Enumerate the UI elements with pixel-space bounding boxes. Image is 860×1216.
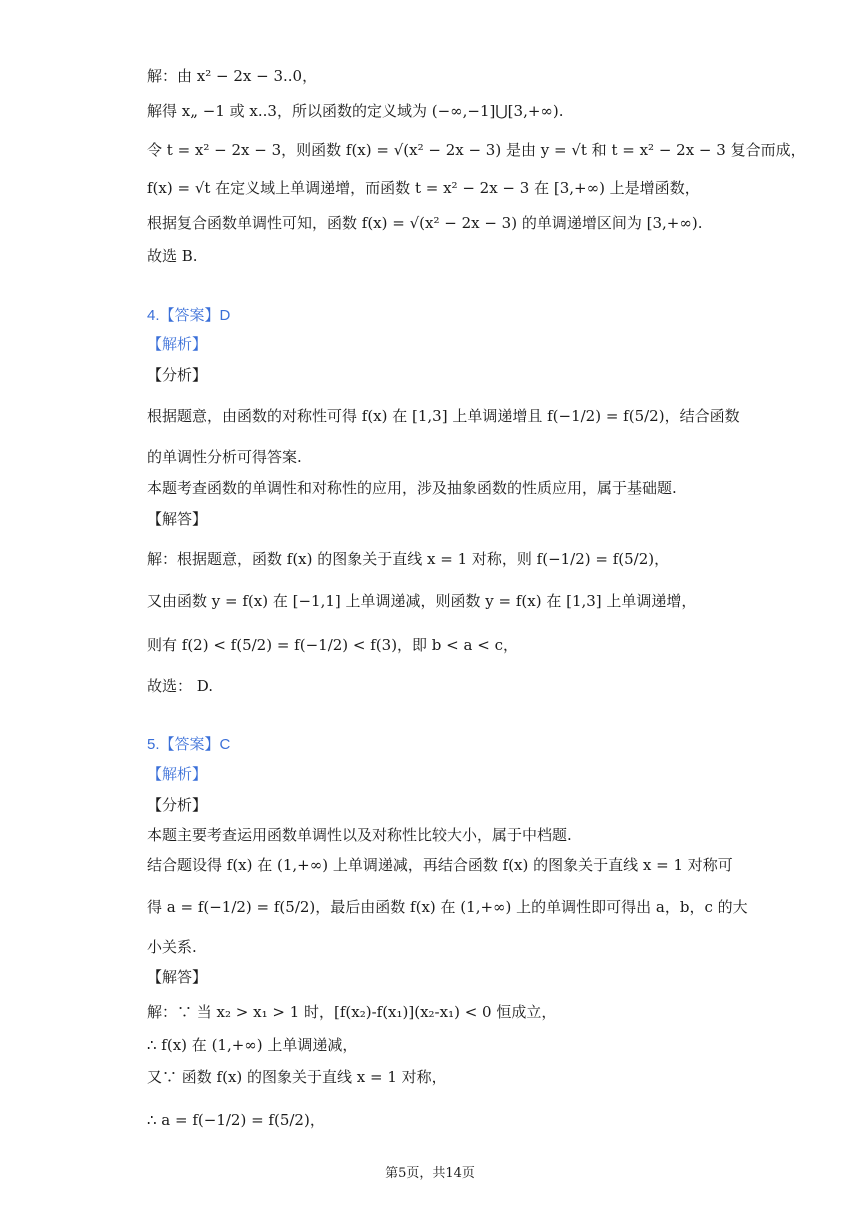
text-line: 解：根据题意，函数 f(x) 的图象关于直线 x = 1 对称，则 f(−1/2) = f(5/2)， bbox=[147, 550, 670, 568]
text-line: 根据复合函数单调性可知，函数 f(x) = √(x² − 2x − 3) 的单调递增区间为 [3,+∞). bbox=[147, 214, 703, 232]
q5-fenxi-label: 【分析】 bbox=[147, 796, 208, 814]
text-line: 又∵ 函数 f(x) 的图象关于直线 x = 1 对称， bbox=[147, 1068, 447, 1086]
text-line: 又由函数 y = f(x) 在 [−1,1] 上单调递减，则函数 y = f(x) 在 [1,3] 上单调递增， bbox=[147, 592, 697, 610]
text-line: 小关系. bbox=[147, 938, 197, 956]
q5-answer-heading: 5.【答案】C bbox=[147, 736, 231, 753]
text-line: 得 a = f(−1/2) = f(5/2)，最后由函数 f(x) 在 (1,+∞) 上的单调性即可得出 a，b，c 的大 bbox=[147, 898, 748, 916]
text-line: 故选： D. bbox=[147, 677, 214, 695]
text-line: f(x) = √t 在定义域上单调递增，而函数 t = x² − 2x − 3 在 [3,+∞) 上是增函数， bbox=[147, 179, 700, 197]
text-line: 本题考查函数的单调性和对称性的应用，涉及抽象函数的性质应用，属于基础题. bbox=[147, 479, 677, 497]
q4-jiexi-label: 【解析】 bbox=[147, 336, 208, 353]
text-line: 令 t = x² − 2x − 3，则函数 f(x) = √(x² − 2x − 3) 是由 y = √t 和 t = x² − 2x − 3 复合而成， bbox=[147, 141, 806, 159]
text-line: 则有 f(2) < f(5/2) = f(−1/2) < f(3)，即 b < a < c， bbox=[147, 636, 518, 654]
q5-jieda-label: 【解答】 bbox=[147, 968, 208, 986]
text-line: ∴ a = f(−1/2) = f(5/2)， bbox=[147, 1111, 325, 1129]
q4-answer-heading: 4.【答案】D bbox=[147, 307, 231, 324]
text-line: 本题主要考查运用函数单调性以及对称性比较大小，属于中档题. bbox=[147, 826, 572, 844]
page-footer: 第5页，共14页 bbox=[385, 1166, 475, 1181]
text-line: 解：由 x² − 2x − 3..0， bbox=[147, 67, 318, 85]
text-line: 结合题设得 f(x) 在 (1,+∞) 上单调递减，再结合函数 f(x) 的图象关于直线 x = 1 对称可 bbox=[147, 856, 733, 874]
q4-jieda-label: 【解答】 bbox=[147, 510, 208, 528]
text-line: 根据题意，由函数的对称性可得 f(x) 在 [1,3] 上单调递增且 f(−1/2) = f(5/2)，结合函数 bbox=[147, 407, 740, 425]
q4-fenxi-label: 【分析】 bbox=[147, 366, 208, 384]
text-line: 解：∵ 当 x₂ > x₁ > 1 时，[f(x₂)-f(x₁)](x₂-x₁) < 0 恒成立， bbox=[147, 1003, 557, 1021]
text-line: 故选 B. bbox=[147, 247, 198, 265]
text-line: 的单调性分析可得答案. bbox=[147, 448, 302, 466]
q5-jiexi-label: 【解析】 bbox=[147, 766, 208, 783]
text-line: 解得 x„ −1 或 x..3，所以函数的定义域为 (−∞,−1]⋃[3,+∞). bbox=[147, 102, 564, 120]
text-line: ∴ f(x) 在 (1,+∞) 上单调递减， bbox=[147, 1036, 358, 1054]
